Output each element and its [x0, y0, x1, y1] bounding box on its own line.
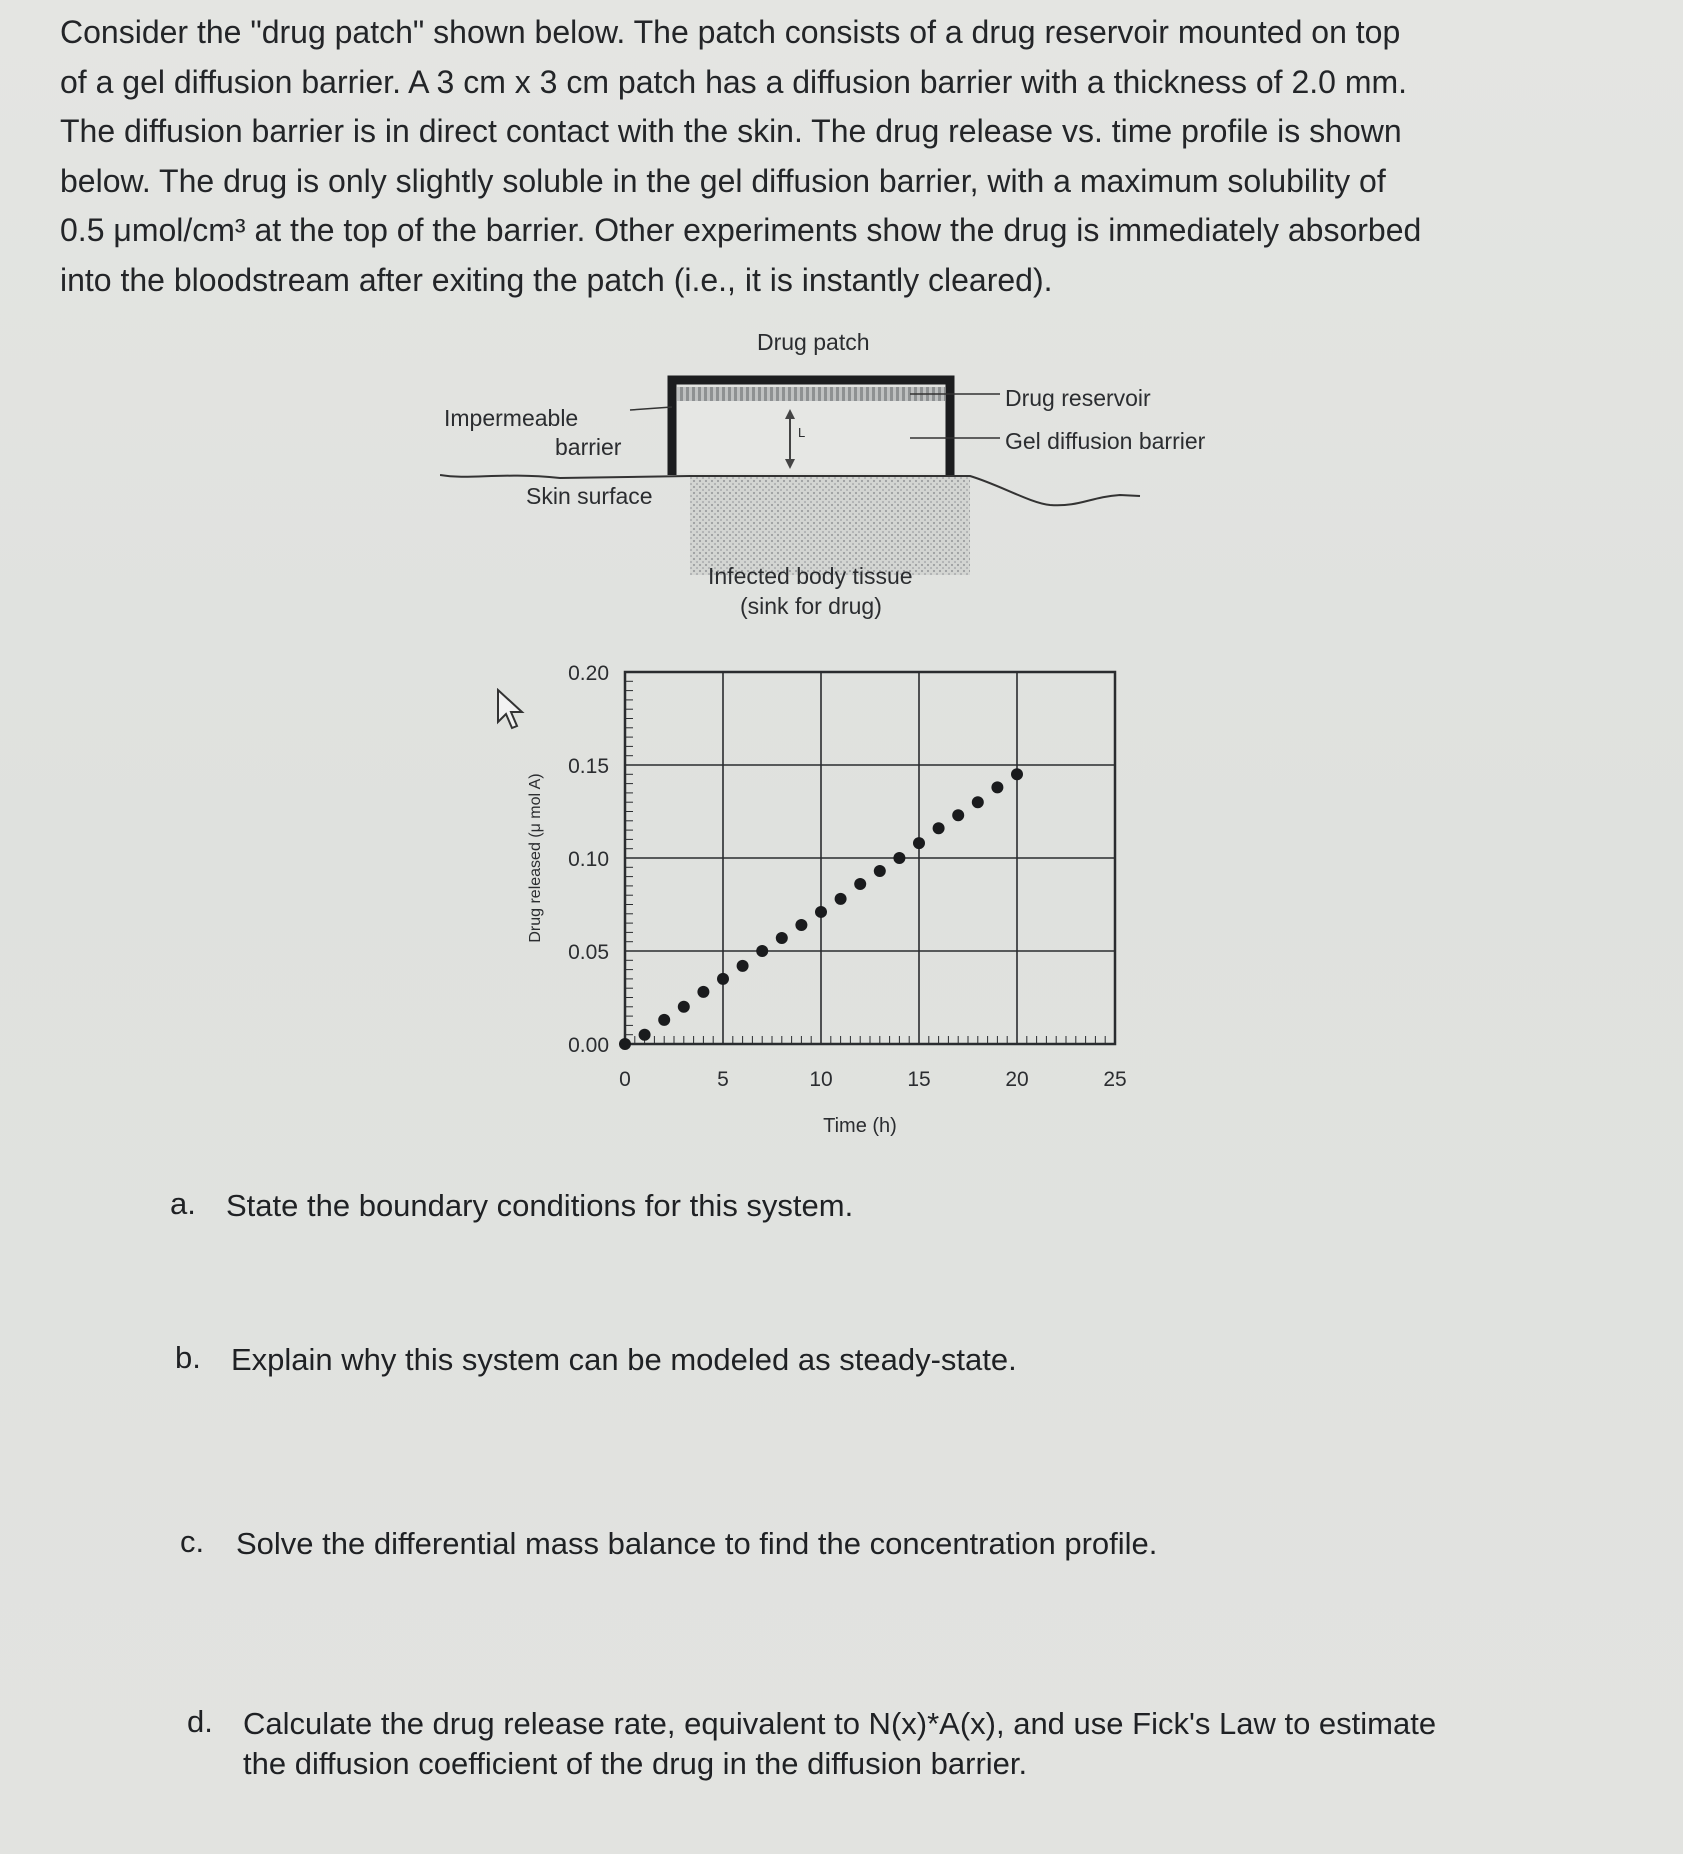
barrier-label: barrier — [555, 434, 622, 460]
question-a-text: State the boundary conditions for this system. — [226, 1188, 854, 1223]
x-tick-label: 0 — [619, 1068, 631, 1091]
problem-statement: Consider the "drug patch" shown below. The patch consists of a drug reservoir mounted on top of a gel diffusion barrier. A 3 cm x 3 cm patch has a diffusion barrier with a thickness of 2.0 mm. The diffusion barrier is in direct contact with the skin. The drug release vs. time profile is shown below. The drug is only slightly soluble in the gel diffusion barrier, with a maximum solubility of 0.5 μmol/cm³ at the top of the barrier. Other experiments show the drug is immediately absorbed into the bloodstream after exiting the patch (i.e., it is instantly cleared). — [60, 14, 1422, 298]
question-b-text: Explain why this system can be modeled as steady-state. — [231, 1342, 1017, 1377]
question-d-letter: d. — [187, 1704, 213, 1739]
question-c — [180, 1524, 1157, 1564]
x-axis-label: Time (h) — [823, 1115, 897, 1137]
data-point — [658, 1014, 670, 1026]
data-point — [737, 960, 749, 972]
y-tick-label: 0.00 — [568, 1034, 609, 1057]
data-point — [717, 973, 729, 985]
data-point — [854, 878, 866, 890]
data-point — [952, 809, 964, 821]
drug-patch-diagram — [440, 329, 1240, 640]
data-point — [756, 945, 768, 957]
data-point — [874, 865, 886, 877]
y-tick-label: 0.05 — [568, 941, 609, 964]
data-point — [619, 1038, 631, 1050]
x-tick-label: 25 — [1103, 1068, 1127, 1091]
question-b-letter: b. — [175, 1340, 201, 1375]
data-point — [815, 906, 827, 918]
data-point — [678, 1001, 690, 1013]
gel-barrier-label: Gel diffusion barrier — [1005, 428, 1206, 454]
drug-reservoir-layer — [677, 387, 945, 401]
data-point — [972, 796, 984, 808]
question-a-letter: a. — [170, 1186, 196, 1221]
x-tick-label: 20 — [1005, 1068, 1029, 1091]
impermeable-label: Impermeable — [444, 405, 579, 431]
question-b — [175, 1340, 1017, 1380]
question-c-text: Solve the differential mass balance to find the concentration profile. — [236, 1526, 1158, 1561]
y-tick-label: 0.15 — [568, 755, 609, 778]
skin-surface-label: Skin surface — [526, 483, 653, 509]
data-point — [697, 986, 709, 998]
question-d — [187, 1704, 1436, 1784]
x-tick-label: 5 — [717, 1068, 729, 1091]
question-a — [170, 1186, 853, 1226]
data-point — [835, 893, 847, 905]
data-point — [795, 919, 807, 931]
gel-barrier-layer — [677, 401, 945, 473]
data-point — [893, 852, 905, 864]
data-point — [776, 932, 788, 944]
tissue-label: Infected body tissue — [708, 563, 913, 589]
y-tick-label: 0.20 — [568, 662, 609, 685]
diagram-title: Drug patch — [757, 329, 870, 355]
y-tick-label: 0.10 — [568, 848, 609, 871]
drug-reservoir-label: Drug reservoir — [1005, 385, 1151, 411]
y-axis-label: Drug released (μ mol A) — [527, 773, 544, 943]
question-c-letter: c. — [180, 1524, 205, 1559]
drug-release-chart — [490, 650, 1170, 1150]
x-tick-label: 10 — [809, 1068, 833, 1091]
data-point — [933, 822, 945, 834]
data-point — [991, 781, 1003, 793]
tissue-region — [690, 475, 970, 575]
data-point — [1011, 768, 1023, 780]
thickness-label: L — [798, 425, 806, 440]
sink-label: (sink for drug) — [740, 593, 882, 619]
x-tick-label: 15 — [907, 1068, 931, 1091]
data-point — [639, 1029, 651, 1041]
data-point — [913, 837, 925, 849]
question-d-text: Calculate the drug release rate, equivalent to N(x)*A(x), and use Fick's Law to estimate the diffusion coefficient of the drug in the diffusion barrier. — [243, 1706, 1437, 1781]
